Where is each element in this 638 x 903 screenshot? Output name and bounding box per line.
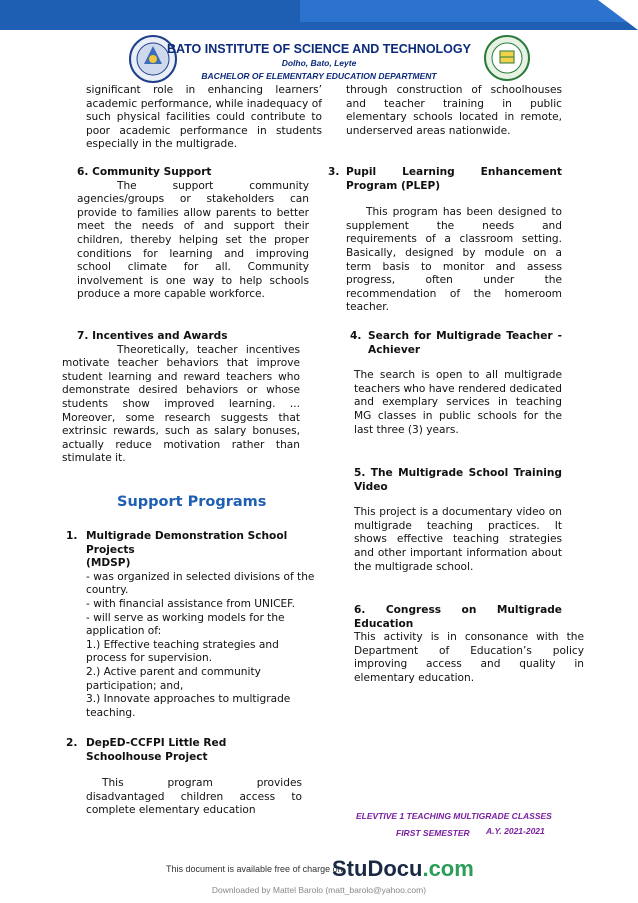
community-support-section (77, 166, 309, 302)
community-support-heading: 6. Community Support (77, 166, 212, 178)
deped-body: This program provides disadvantaged children access to complete elementary education (86, 777, 302, 817)
search-section (350, 330, 562, 437)
search-number: 4. (350, 330, 362, 342)
plep-number: 3. (328, 166, 340, 178)
plep-title: Pupil Learning Enhancement Program (PLEP) (346, 166, 562, 192)
training-video-body: This project is a documentary video on multigrade teaching practices. It shows effective teaching strategies and other important information about the multigrade school. (354, 506, 562, 573)
support-programs-title: Support Programs (117, 494, 267, 510)
deped-number: 2. (66, 737, 78, 749)
department-name: BACHELOR OF ELEMENTARY EDUCATION DEPARTMENT (201, 71, 437, 81)
incentives-heading: 7. Incentives and Awards (77, 330, 228, 342)
footer-academic-year: A.Y. 2021-2021 (486, 826, 545, 836)
congress-title: 6. Congress on Multigrade Education (354, 604, 562, 630)
right-continued-paragraph: through construction of schoolhouses and teacher training in public elementary schools located in remote, underserved areas nationwide. (346, 84, 562, 137)
incentives-section (62, 330, 300, 466)
left-continued-paragraph: significant role in enhancing learners’ academic performance, while inadequacy of such physical facilities could contribute to poor academic performance in students especially in the multigrade. (86, 84, 322, 151)
plep-section (326, 166, 562, 315)
studocu-brand-name: StuDocu (332, 856, 423, 881)
mdsp-number: 1. (66, 530, 78, 542)
studocu-brand-suffix: .com (422, 856, 474, 881)
mdsp-line: 3.) Innovate approaches to multigrade teaching. (86, 693, 291, 719)
header-band (0, 0, 638, 30)
downloaded-by-note: Downloaded by Mattel Barolo (matt_barolo@yahoo.com) (211, 885, 427, 895)
mdsp-abbreviation: (MDSP) (86, 557, 131, 570)
incentives-body: Theoretically, teacher incentives motivate teacher behaviors that improve student learning and reward teachers who demonstrate desired behaviors or whose students show improved learning. ... Moreover, some research suggests that extrinsic rewards, such as salary bonuses, actually reduce motivation rather than stimulate it. (62, 343, 300, 465)
search-body: The search is open to all multigrade teachers who have rendered dedicated and exemplary services in teaching MG classes in public schools for the last three (3) years. (354, 369, 563, 436)
footer-semester: FIRST SEMESTER (396, 828, 470, 836)
training-video-section (354, 467, 562, 574)
school-address: Dolho, Bato, Leyte (281, 58, 357, 68)
congress-section (354, 604, 584, 686)
header-band-accent (300, 0, 638, 22)
community-support-body: The support community agencies/groups or stakeholders can provide to families allow parents to better meet the needs of and support their children, thereby helping set the proper conditions for learning and improving school climate for all. Community involvement is one way to help schools produce a more capable workforce. (77, 179, 309, 301)
school-name: BATO INSTITUTE OF SCIENCE AND TECHNOLOGY (167, 42, 471, 56)
header-band-cut (598, 0, 638, 30)
search-title: Search for Multigrade Teacher -Achiever (368, 330, 562, 356)
mdsp-line: - was organized in selected divisions of the country. (86, 570, 315, 597)
deped-title: DepED-CCFPI Little Red Schoolhouse Project (86, 737, 227, 763)
studocu-brand-link[interactable] (332, 856, 474, 882)
studocu-banner-text: This document is available free of charge on (166, 864, 343, 874)
mdsp-section (62, 530, 322, 720)
footer-course: ELEVTIVE 1 TEACHING MULTIGRADE CLASSES (356, 811, 552, 821)
plep-body: This program has been designed to supplement the needs and requirements of a classroom setting. Basically, designed by module on a term basis to monitor and assess progress, often under the recommendation of the homeroom teacher. (346, 206, 562, 314)
training-video-title: 5. The Multigrade School Training Video (354, 467, 562, 493)
mdsp-title: Multigrade Demonstration School Projects (86, 530, 288, 556)
mdsp-line: - will serve as working models for the application of: (86, 611, 285, 638)
deped-section (62, 737, 302, 818)
mdsp-line: - with financial assistance from UNICEF. (86, 597, 295, 610)
mdsp-line: 2.) Active parent and community participation; and, (86, 665, 261, 692)
mdsp-line: 1.) Effective teaching strategies and process for supervision. (86, 638, 279, 665)
congress-body: This activity is in consonance with the Department of Education’s policy improving access and quality in elementary education. (354, 631, 584, 684)
